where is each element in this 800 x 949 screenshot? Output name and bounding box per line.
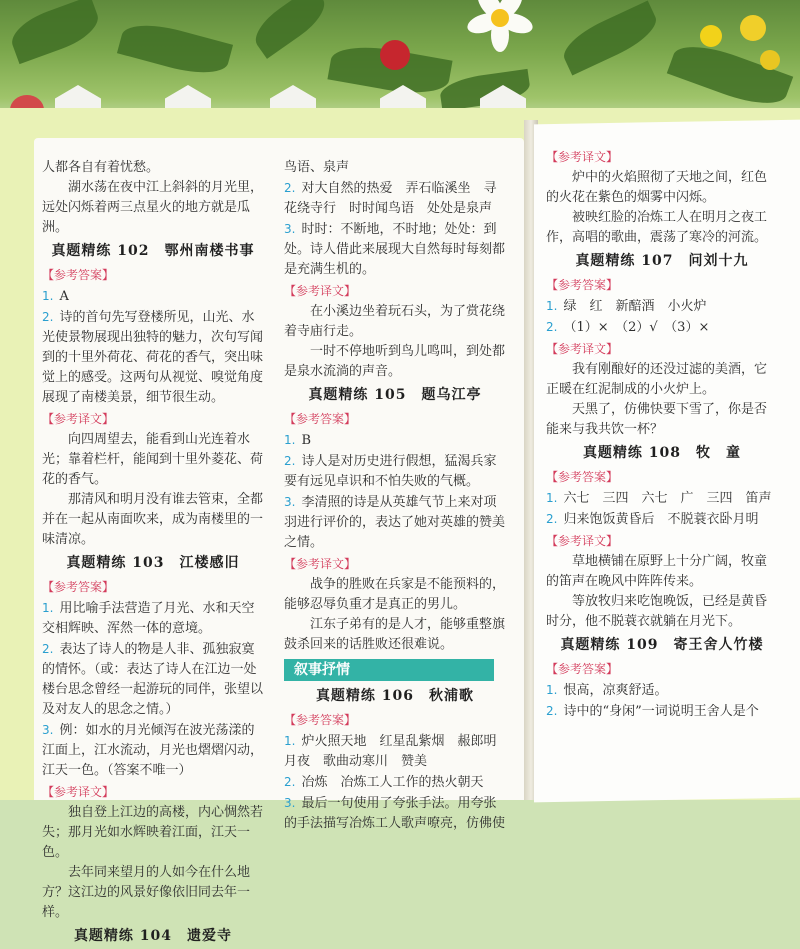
- answer-item: [546, 680, 778, 701]
- tag-row: [284, 408, 506, 430]
- answer-text: 恨高，凉爽舒适。: [563, 683, 668, 698]
- translation-paragraph: 那清风和明月没有谁去管束，全都并在一起从南面吹来，成为南楼里的一味清凉。: [42, 492, 264, 547]
- section-tag: 【参考译文】: [42, 412, 115, 426]
- leaf: [6, 0, 104, 64]
- answer-item: [284, 430, 506, 451]
- answer-text: 归来饱饭黄昏后 不脱蓑衣卧月明: [563, 512, 759, 527]
- exercise-title: 真题精练 109 寄王舍人竹楼: [560, 637, 764, 653]
- tag-row: [284, 709, 506, 731]
- answer-text: 冶炼 冶炼工人工作的热火朝天: [301, 775, 484, 790]
- exercise-title: 真题精练 104 遗爱寺: [73, 928, 233, 944]
- answer-text: 绿 红 新醅酒 小火炉: [563, 299, 707, 314]
- section-tag: 【参考答案】: [546, 278, 619, 292]
- tag-row: [546, 274, 778, 296]
- section-tag: 【参考译文】: [546, 150, 619, 164]
- tag-row: [546, 530, 778, 552]
- text-line: 鸟语、泉声: [284, 160, 350, 175]
- translation-paragraph: 炉中的火焰照彻了天地之间，红色的火花在紫色的烟雾中闪烁。: [546, 170, 768, 205]
- exercise-title: 真题精练 106 秋浦歌: [315, 688, 475, 704]
- answer-number: 1.: [284, 734, 296, 748]
- answer-number: 1.: [42, 289, 54, 303]
- section-tag: 【参考答案】: [284, 412, 357, 426]
- answer-number: 2.: [284, 775, 296, 789]
- answer-item: [546, 317, 778, 338]
- section-tag: 【参考译文】: [42, 785, 115, 799]
- tag-row: [546, 658, 778, 680]
- answer-number: 2.: [42, 310, 54, 324]
- answer-item: [42, 639, 264, 720]
- tag-row: [546, 338, 778, 360]
- answer-number: 2.: [42, 642, 54, 656]
- answer-text: 例：如水的月光倾泻在波光荡漾的江面上，江水流动，月光也熠熠闪动，江天一色。（答案不唯一）: [42, 723, 264, 778]
- yellow-flower: [700, 25, 722, 47]
- translation-paragraph: 等放牧归来吃饱晚饭，已经是黄昏时分，他不脱蓑衣就躺在月光下。: [546, 594, 768, 629]
- tag-row: [546, 146, 778, 168]
- section-tag: 【参考答案】: [284, 713, 357, 727]
- section-tag: 【参考答案】: [546, 470, 619, 484]
- answer-text: A: [59, 289, 69, 304]
- answer-text: B: [301, 433, 312, 448]
- translation-paragraph: 江东子弟有的是人才，能够重整旗鼓杀回来的话胜败还很难说。: [284, 617, 506, 652]
- answer-item: [284, 178, 506, 219]
- section-tag: 【参考答案】: [546, 662, 619, 676]
- translation-paragraph: 独自登上江边的高楼，内心惆然若失；那月光如水辉映着江面，江天一色。: [42, 805, 264, 860]
- leaf: [557, 1, 663, 76]
- answer-number: 3.: [284, 222, 296, 236]
- answer-item: [42, 286, 264, 307]
- answer-number: 2.: [546, 512, 558, 526]
- translation-paragraph: 一时不停地听到鸟儿鸣叫，到处都是泉水流淌的声音。: [284, 344, 506, 379]
- tag-row: [42, 264, 264, 286]
- answer-number: 2.: [546, 704, 558, 718]
- answer-text: 对大自然的热爱 弄石临溪坐 寻花绕寺行 时时闻鸟语 处处是泉声: [284, 181, 497, 216]
- red-flower: [380, 40, 410, 70]
- answer-item: [546, 509, 778, 530]
- answer-text: 六七 三四 六七 广 三四 笛声: [563, 491, 772, 506]
- answer-text: 时时：不断地，不时地；处处：到处。诗人借此来展现大自然每时每刻都是充满生机的。: [284, 222, 506, 277]
- answer-item: [284, 451, 506, 492]
- exercise-title: 真题精练 103 江楼感旧: [66, 555, 240, 571]
- answer-item: [42, 720, 264, 781]
- leaf: [117, 16, 233, 81]
- left-column-2: [284, 158, 506, 834]
- translation-paragraph: 被映红脸的冶炼工人在明月之夜工作，高唱的歌曲，震荡了寒冷的河流。: [546, 210, 768, 245]
- answer-item: [284, 219, 506, 280]
- tag-row: [284, 280, 506, 302]
- translation-paragraph: 在小溪边坐着玩石头，为了赏花绕着寺庙行走。: [284, 304, 506, 339]
- answer-number: 2.: [284, 181, 296, 195]
- answer-item: [284, 492, 506, 553]
- answer-number: 3.: [284, 495, 296, 509]
- answer-text: 最后一句使用了夸张手法。用夸张的手法描写冶炼工人歌声嘹亮，仿佛使: [284, 796, 506, 831]
- section-tag: 【参考译文】: [284, 557, 357, 571]
- text-line: 人都各自有着忧愁。: [42, 160, 160, 175]
- answer-item: [42, 598, 264, 639]
- answer-text: 表达了诗人的物是人非、孤独寂寞的情怀。（或：表达了诗人在江边一处楼台思念曾经一起游玩的同伴，张望以及对友人的思念之情。）: [42, 642, 264, 717]
- answer-text: 诗人是对历史进行假想，猛渴兵家要有远见卓识和不怕失败的气概。: [284, 454, 497, 489]
- tag-row: [284, 553, 506, 575]
- answer-item: [284, 731, 506, 772]
- translation-paragraph: 草地横铺在原野上十分广阔，牧童的笛声在晚风中阵阵传来。: [546, 554, 768, 589]
- answer-number: 1.: [284, 433, 296, 447]
- tag-row: [546, 466, 778, 488]
- answer-number: 1.: [42, 601, 54, 615]
- yellow-flower: [760, 50, 780, 70]
- answer-item: [546, 296, 778, 317]
- exercise-title: 真题精练 102 鄂州南楼书事: [51, 243, 255, 259]
- left-column-1: [42, 158, 264, 949]
- answer-item: [284, 772, 506, 793]
- answer-text: 诗中的“身闲”一词说明王舍人是个: [563, 704, 759, 719]
- translation-paragraph: 战争的胜败在兵家是不能预料的，能够忍辱负重才是真正的男儿。: [284, 577, 506, 612]
- tag-row: [42, 576, 264, 598]
- exercise-title: 真题精练 105 题乌江亭: [308, 387, 482, 403]
- leaf: [247, 0, 332, 59]
- answer-number: 1.: [546, 491, 558, 505]
- translation-paragraph: 湖水荡在夜中江上斜斜的月光里，远处闪烁着两三点星火的地方就是瓜洲。: [42, 180, 264, 235]
- section-tag: 【参考答案】: [42, 580, 115, 594]
- answer-text: （1）× （2）√ （3）×: [563, 320, 710, 335]
- section-tag: 【参考译文】: [546, 342, 619, 356]
- answer-item: [546, 701, 778, 722]
- tag-row: [42, 781, 264, 803]
- answer-text: 诗的首句先写登楼所见，山光、水光使景物展现出独特的魅力，次句写闻到的十里外荷花、荷花的香气，突出味觉上的感受。这两句从视觉、嗅觉角度展现了南楼美景，细节很生动。: [42, 310, 264, 405]
- exercise-title: 真题精练 108 牧 童: [582, 445, 742, 461]
- section-tag: 【参考答案】: [42, 268, 115, 282]
- answer-number: 1.: [546, 683, 558, 697]
- answer-number: 2.: [546, 320, 558, 334]
- section-tag: 【参考译文】: [546, 534, 619, 548]
- translation-paragraph: 我有刚酿好的还没过滤的美酒，它正暖在红泥制成的小火炉上。: [546, 362, 768, 397]
- leaf: [667, 36, 793, 115]
- translation-paragraph: 向四周望去，能看到山光连着水光；靠着栏杆，能闻到十里外菱花、荷花的香气。: [42, 432, 264, 487]
- exercise-title: 真题精练 107 问刘十九: [575, 253, 749, 269]
- section-banner: 叙事抒情: [284, 659, 494, 681]
- yellow-flower: [740, 15, 766, 41]
- answer-number: 3.: [42, 723, 54, 737]
- answer-number: 2.: [284, 454, 296, 468]
- answer-text: 用比喻手法营造了月光、水和天空交相辉映、浑然一体的意境。: [42, 601, 255, 636]
- section-row: [284, 655, 506, 683]
- translation-paragraph: 去年同来望月的人如今在什么地方？这江边的风景好像依旧同去年一样。: [42, 865, 251, 920]
- answer-item: [42, 307, 264, 408]
- translation-paragraph: 天黑了，仿佛快要下雪了，你是否能来与我共饮一杯？: [546, 402, 768, 437]
- answer-number: 1.: [546, 299, 558, 313]
- answer-item: [284, 793, 506, 834]
- answer-number: 3.: [284, 796, 296, 810]
- answer-text: 炉火照天地 红星乱紫烟 赧郎明月夜 歌曲动寒川 赞美: [284, 734, 497, 769]
- answer-text: 李清照的诗是从英雄气节上来对项羽进行评价的，表达了她对英雄的赞美之情。: [284, 495, 506, 550]
- tag-row: [42, 408, 264, 430]
- answer-item: [546, 488, 778, 509]
- section-tag: 【参考译文】: [284, 284, 357, 298]
- right-column: [546, 146, 778, 722]
